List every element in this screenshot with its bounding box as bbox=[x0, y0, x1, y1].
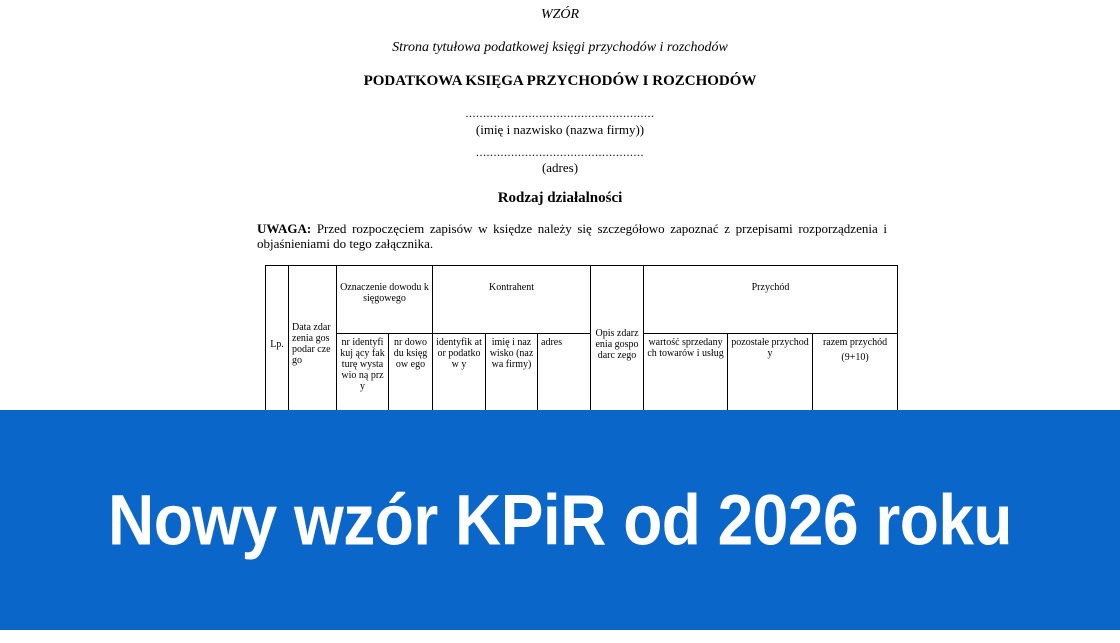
note-paragraph bbox=[257, 221, 887, 251]
col-proof-no: nr dowodu księgow ego bbox=[389, 334, 433, 423]
col-lp: Lp. bbox=[266, 266, 289, 423]
col-description: Opis zdarzenia gospodarc zego bbox=[591, 266, 644, 423]
address-dotted-line: ................................................ bbox=[476, 145, 644, 159]
col-total-label: razem przychód bbox=[822, 337, 888, 349]
col-invoice-id: nr identyfikuj ący fakturę wystawio ną przy bbox=[337, 334, 389, 423]
group-counterparty: Kontrahent bbox=[433, 266, 591, 334]
document-subtitle: Strona tytułowa podatkowej księgi przychodów i rozchodów bbox=[392, 40, 728, 55]
name-dotted-line: ...................................................... bbox=[465, 106, 655, 120]
address-field-label: (adres) bbox=[541, 160, 579, 175]
group-income: Przychód bbox=[644, 266, 898, 334]
col-name: imię i nazwisko (nazwa firmy) bbox=[486, 334, 538, 423]
activity-heading: Rodzaj działalności bbox=[497, 190, 623, 206]
document-title: PODATKOWA KSIĘGA PRZYCHODÓW I ROZCHODÓW bbox=[363, 73, 757, 89]
col-tax-id: identyfik ator podatkow y bbox=[433, 334, 486, 423]
note-label: UWAGA: bbox=[257, 221, 312, 236]
name-field-label: (imię i nazwisko (nazwa firmy)) bbox=[475, 122, 645, 137]
col-total-formula: (9+10) bbox=[841, 352, 869, 364]
col-date: Data zdarzenia gospodar czego bbox=[289, 266, 337, 423]
col-sales: wartość sprzedanych towarów i usług bbox=[644, 334, 728, 423]
headline-text: Nowy wzór KPiR od 2026 roku bbox=[107, 479, 1013, 561]
form-label: WZÓR bbox=[540, 7, 580, 22]
col-address: adres bbox=[538, 334, 591, 423]
col-other-income: pozostałe przychody bbox=[728, 334, 813, 423]
group-proof: Oznaczenie dowodu księgowego bbox=[337, 266, 433, 334]
headline-banner bbox=[0, 410, 1120, 630]
note-text: Przed rozpoczęciem zapisów w księdze należy się szczegółowo zapoznać z przepisami rozporządzenia i objaśnieniami do tego załącznika. bbox=[257, 221, 887, 251]
